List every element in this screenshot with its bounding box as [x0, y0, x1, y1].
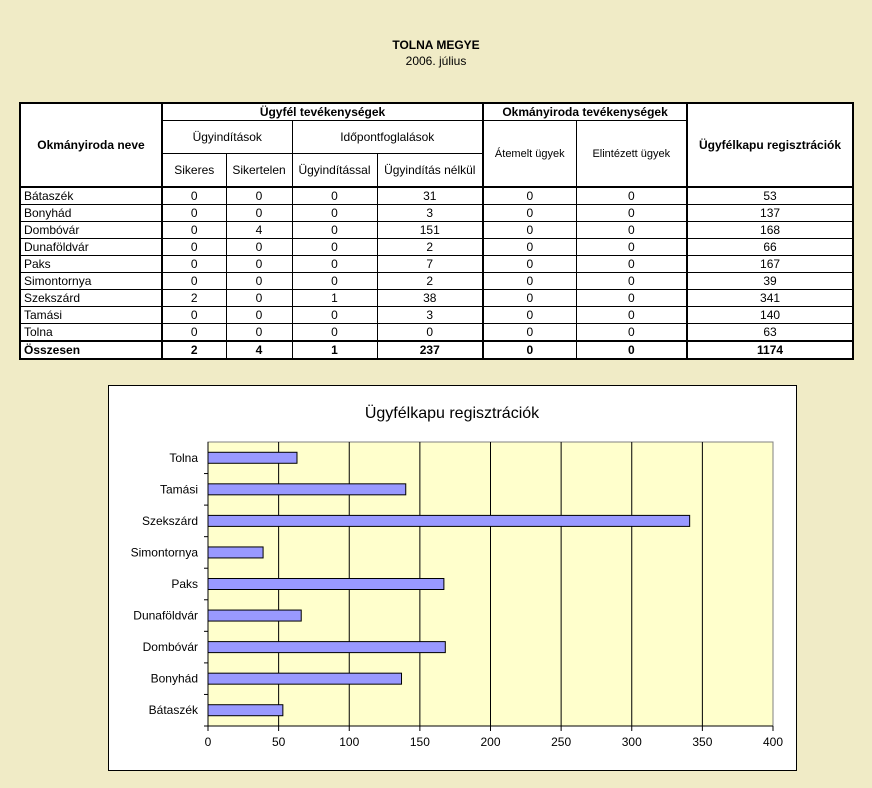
- office-name-cell: Szekszárd: [20, 290, 162, 307]
- header-client-activities: Ügyfél tevékenységek: [162, 103, 483, 121]
- table-row: [20, 290, 853, 307]
- value-cell: 0: [162, 205, 226, 222]
- value-cell: 0: [226, 307, 292, 324]
- value-cell: 31: [377, 187, 483, 205]
- value-cell: 39: [687, 273, 853, 290]
- total-label: Összesen: [20, 341, 162, 359]
- value-cell: 0: [226, 290, 292, 307]
- value-cell: 0: [226, 205, 292, 222]
- table-row: [20, 187, 853, 205]
- x-tick-label: 350: [692, 735, 713, 749]
- value-cell: 0: [162, 256, 226, 273]
- value-cell: 0: [292, 205, 377, 222]
- x-tick-label: 250: [551, 735, 572, 749]
- y-category-label: Bonyhád: [150, 671, 198, 686]
- value-cell: 0: [377, 324, 483, 342]
- value-cell: 0: [292, 256, 377, 273]
- table-row: [20, 324, 853, 342]
- value-cell: 0: [162, 187, 226, 205]
- bar-tolna: [208, 452, 297, 463]
- header-initiations: Ügyindítások: [162, 121, 292, 154]
- value-cell: 0: [483, 256, 576, 273]
- value-cell: 0: [226, 324, 292, 342]
- value-cell: 168: [687, 222, 853, 239]
- value-cell: 151: [377, 222, 483, 239]
- value-cell: 0: [576, 324, 687, 342]
- value-cell: 0: [162, 307, 226, 324]
- value-cell: 0: [292, 239, 377, 256]
- value-cell: 0: [483, 307, 576, 324]
- header-row-1: [20, 103, 853, 121]
- bar-bátaszék: [208, 705, 283, 716]
- value-cell: 0: [576, 205, 687, 222]
- value-cell: 1: [292, 290, 377, 307]
- x-tick-label: 100: [339, 735, 360, 749]
- value-cell: 2: [162, 290, 226, 307]
- value-cell: 66: [687, 239, 853, 256]
- value-cell: 0: [483, 290, 576, 307]
- header-transferred: Átemelt ügyek: [483, 121, 576, 188]
- value-cell: 0: [576, 307, 687, 324]
- bar-bonyhád: [208, 673, 402, 684]
- value-cell: 0: [483, 324, 576, 342]
- bar-paks: [208, 579, 444, 590]
- value-cell: 4: [226, 222, 292, 239]
- report-subtitle: 2006. július: [405, 54, 467, 68]
- value-cell: 341: [687, 290, 853, 307]
- bar-dombóvár: [208, 642, 445, 653]
- y-category-label: Dunaföldvár: [133, 608, 198, 623]
- x-tick-label: 0: [204, 735, 212, 749]
- x-tick-label: 50: [271, 735, 286, 749]
- y-category-label: Paks: [171, 577, 198, 591]
- value-cell: 0: [226, 256, 292, 273]
- value-cell: 0: [162, 222, 226, 239]
- header-office-name: Okmányiroda neve: [20, 103, 162, 187]
- value-cell: 4: [226, 341, 292, 359]
- header-appointments: Időpontfoglalások: [292, 121, 483, 154]
- value-cell: 38: [377, 290, 483, 307]
- table-row: [20, 273, 853, 290]
- header-without-initiation: Ügyindítás nélkül: [377, 154, 483, 188]
- x-tick-label: 200: [480, 735, 501, 749]
- value-cell: 0: [292, 187, 377, 205]
- office-name-cell: Simontornya: [20, 273, 162, 290]
- value-cell: 0: [292, 324, 377, 342]
- value-cell: 1174: [687, 341, 853, 359]
- value-cell: 0: [483, 341, 576, 359]
- value-cell: 137: [687, 205, 853, 222]
- value-cell: 53: [687, 187, 853, 205]
- bar-szekszárd: [208, 515, 690, 526]
- x-tick-label: 400: [762, 735, 784, 749]
- value-cell: 0: [576, 341, 687, 359]
- value-cell: 237: [377, 341, 483, 359]
- x-tick-label: 300: [621, 735, 642, 749]
- value-cell: 0: [576, 187, 687, 205]
- value-cell: 0: [483, 239, 576, 256]
- value-cell: 0: [292, 307, 377, 324]
- value-cell: 0: [483, 273, 576, 290]
- value-cell: 0: [292, 222, 377, 239]
- value-cell: 0: [576, 222, 687, 239]
- value-cell: 0: [576, 239, 687, 256]
- y-category-label: Szekszárd: [141, 513, 198, 528]
- chart-title: Ügyfélkapu regisztrációk: [364, 405, 540, 422]
- header-with-initiation: Ügyindítással: [292, 154, 377, 188]
- bar-tamási: [208, 484, 406, 495]
- table-row: [20, 205, 853, 222]
- chart-container: [108, 385, 797, 771]
- office-name-cell: Tamási: [20, 307, 162, 324]
- office-name-cell: Tolna: [20, 324, 162, 342]
- office-name-cell: Dunaföldvár: [20, 239, 162, 256]
- office-name-cell: Paks: [20, 256, 162, 273]
- table-row: [20, 307, 853, 324]
- y-category-label: Simontornya: [130, 545, 198, 560]
- header-gate-registrations: Ügyfélkapu regisztrációk: [687, 103, 853, 187]
- value-cell: 0: [226, 273, 292, 290]
- y-category-label: Dombóvár: [142, 640, 198, 655]
- table-row: [20, 222, 853, 239]
- table-row: [20, 256, 853, 273]
- value-cell: 63: [687, 324, 853, 342]
- header-unsuccessful: Sikertelen: [226, 154, 292, 188]
- value-cell: 0: [292, 273, 377, 290]
- header-successful: Sikeres: [162, 154, 226, 188]
- value-cell: 2: [377, 273, 483, 290]
- bar-simontornya: [208, 547, 263, 558]
- report-title: TOLNA MEGYE: [392, 38, 480, 52]
- y-category-label: Tolna: [169, 450, 198, 465]
- value-cell: 0: [576, 290, 687, 307]
- bar-chart: [109, 386, 796, 770]
- bar-dunaföldvár: [208, 610, 301, 621]
- header-office-activities: Okmányiroda tevékenységek: [483, 103, 687, 121]
- value-cell: 0: [226, 239, 292, 256]
- office-name-cell: Bonyhád: [20, 205, 162, 222]
- value-cell: 3: [377, 307, 483, 324]
- x-tick-label: 150: [409, 735, 430, 749]
- value-cell: 0: [576, 256, 687, 273]
- value-cell: 0: [483, 205, 576, 222]
- value-cell: 0: [162, 239, 226, 256]
- statistics-table: [19, 102, 854, 360]
- value-cell: 2: [377, 239, 483, 256]
- value-cell: 1: [292, 341, 377, 359]
- office-name-cell: Dombóvár: [20, 222, 162, 239]
- value-cell: 0: [483, 222, 576, 239]
- office-name-cell: Bátaszék: [20, 187, 162, 205]
- value-cell: 0: [162, 273, 226, 290]
- value-cell: 0: [483, 187, 576, 205]
- value-cell: 0: [226, 187, 292, 205]
- y-category-label: Tamási: [159, 482, 198, 497]
- value-cell: 0: [162, 324, 226, 342]
- table-row: [20, 239, 853, 256]
- y-category-label: Bátaszék: [148, 703, 198, 718]
- header-resolved: Elintézett ügyek: [576, 121, 687, 188]
- value-cell: 0: [576, 273, 687, 290]
- value-cell: 2: [162, 341, 226, 359]
- value-cell: 3: [377, 205, 483, 222]
- value-cell: 7: [377, 256, 483, 273]
- value-cell: 167: [687, 256, 853, 273]
- total-row: [20, 341, 853, 359]
- value-cell: 140: [687, 307, 853, 324]
